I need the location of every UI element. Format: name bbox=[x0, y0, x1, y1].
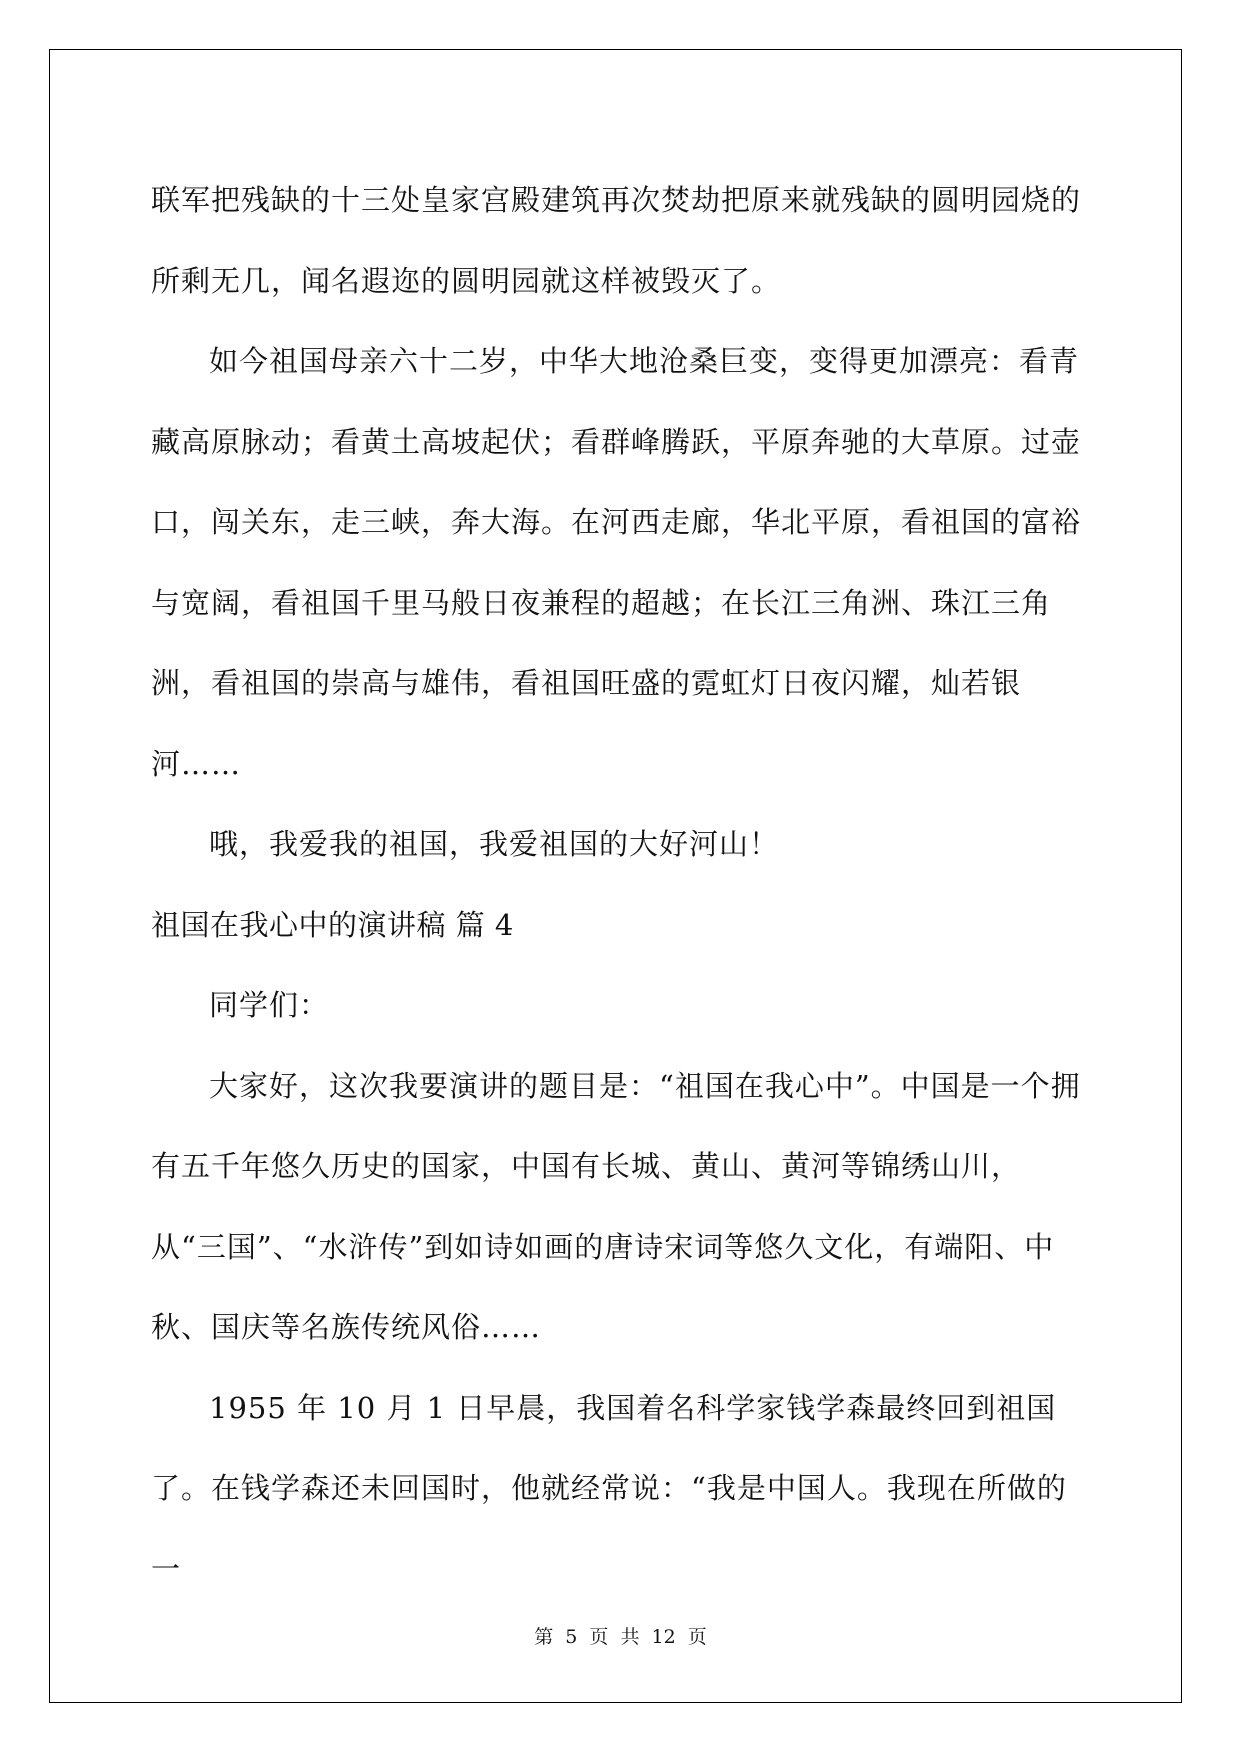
paragraph-3: 哦，我爱我的祖国，我爱祖国的大好河山！ bbox=[209, 827, 780, 861]
document-body bbox=[151, 160, 1091, 1609]
paragraph-4: 大家好，这次我要演讲的题目是：“祖国在我心中”。中国是一个拥有五千年悠久历史的国家，中国有长城、黄山、黄河等锦绣山川，从“三国”、“水浒传”到如诗如画的唐诗宋词等悠久文化，有端阳、中秋、国庆等名族传统风俗…… bbox=[151, 1068, 1081, 1344]
paragraph-1: 联军把残缺的十三处皇家宫殿建筑再次焚劫把原来就残缺的圆明园烧的所剩无几，闻名遐迩的圆明园就这样被毁灭了。 bbox=[151, 183, 1082, 298]
section-heading: 祖国在我心中的演讲稿 篇 4 bbox=[151, 907, 514, 942]
page-number-footer: 第 5 页 共 12 页 bbox=[534, 1626, 707, 1648]
paragraph-2: 如今祖国母亲六十二岁，中华大地沧桑巨变，变得更加漂亮：看青藏高原脉动；看黄土高坡起伏；看群峰腾跃，平原奔驰的大草原。过壶口，闯关东，走三峡，奔大海。在河西走廊，华北平原，看祖国的富裕与宽阔，看祖国千里马般日夜兼程的超越；在长江三角洲、珠江三角洲，看祖国的崇高与雄伟，看祖国旺盛的霓虹灯日夜闪耀，灿若银河…… bbox=[151, 344, 1082, 781]
salutation: 同学们： bbox=[209, 988, 330, 1022]
paragraph-5: 1955 年 10 月 1 日早晨，我国着名科学家钱学森最终回到祖国了。在钱学森还未回国时，他就经常说：“我是中国人。我现在所做的一 bbox=[151, 1390, 1067, 1586]
